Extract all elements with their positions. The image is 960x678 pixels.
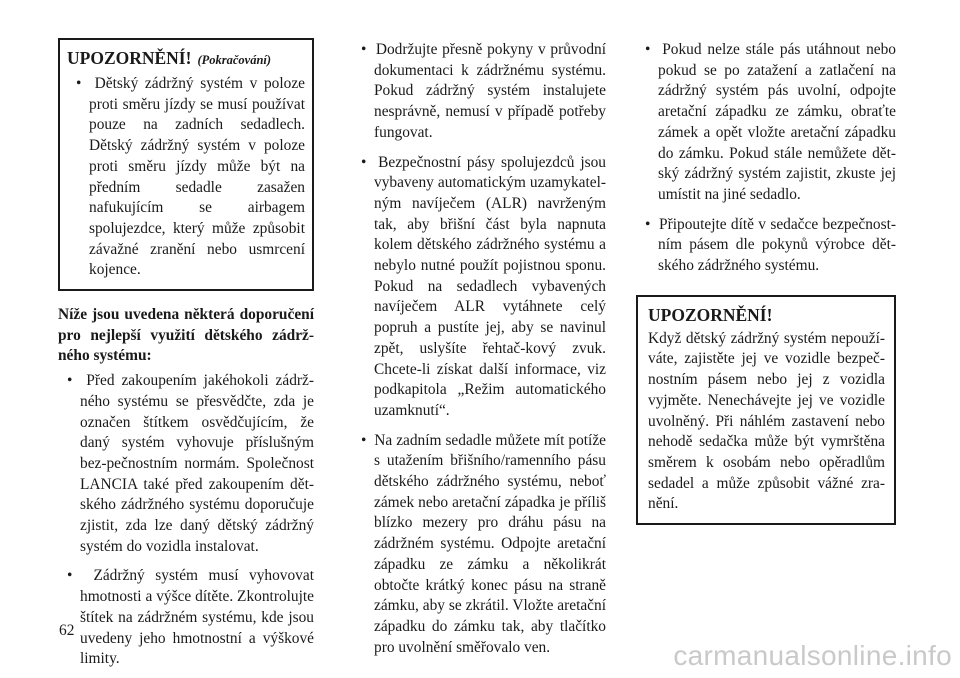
list-item: • Zádržný systém musí vyhovovat hmotnosti a výšce dítěte. Zkontrolujte štítek na zádržném systému, kde jsou uvedeny jeho hmotnostní a výškové limity. (58, 566, 314, 670)
page-number: 62 (59, 622, 75, 639)
continued-label: (Pokračování) (197, 53, 272, 67)
warning-title: UPOZORNĚNÍ! (Pokračování) (67, 48, 272, 68)
watermark: carmanualsonline.info (673, 640, 952, 671)
middle-column (352, 40, 606, 658)
list-item: • Dodržujte přesně pokyny v průvodní dokumentaci k zádržnému systému. Pokud zádržný systém instalujete nesprávně, nemusí v případě potřeby fungovat. (352, 40, 606, 144)
list-item: • Bezpečnostní pásy spolujezdců jsou vybaveny automatickým uzamykatel-ným navíječem (ALR) navrženým tak, aby břišní část byla napnuta kolem dětského zádržného systému a nebylo nutné použít pojistnou sponu. Pokud na sedadlech vybavených navíječem ALR vytáhnete celý popruh a pustíte jej, aby se navinul zpět, uslyšíte řehtač-kový zvuk. Chcete-li získat další informace, viz podkapitola „Režim automatického uzamknutí“. (352, 153, 606, 422)
list-item: • Před zakoupením jakéhokoli zádrž-ného systému se přesvědčte, zda je označen štítkem osvědčujícím, že daný systém vyhovuje příslušným bez-pečnostním normám. Společnost LANCIA také před zakoupením dět-ského zádržného systému doporučuje zjistit, zda lze daný dětský zádržný systém do vozidla instalovat. (58, 371, 314, 557)
list-item: • Na zadním sedadle můžete mít potíže s utažením břišního/ramenního pásu dětského zádržného systému, neboť zámek nebo aretační západka je příliš blízko mezery pro dráhu pásu na zádržném systému. Odpojte aretační západku ze zámku a několikrát obtočte krátký konec pásu na straně zámku, aby se zkrátil. Vložte aretační západku do zámku tak, aby tlačítko pro uvolnění směřovalo ven. (352, 431, 606, 659)
list-item: • Pokud nelze stále pás utáhnout nebo pokud se po zatažení a zatlačení na zádržný systém pás uvolní, odpojte aretační západku ze zámku, obraťte zámek a opět vložte aretační západku do zámku. Pokud stále nemůžete dět-ský zádržný systém zajistit, zkuste jej umístit na jiné sedadlo. (636, 40, 896, 206)
warning-item: • Dětský zádržný systém v poloze proti směru jízdy se musí používat pouze na zadních sedadlech. Dětský zádržný systém v poloze proti směru jízdy může být na předním sedadle zasažen nafukujícím se airbagem spolujezdce, který může způsobit závažné zranění nebo usmrcení kojence. (67, 74, 305, 281)
warning-body: Když dětský zádržný systém nepouží-váte, zajistěte jej ve vozidle bezpeč-nostním pásem nebo jej z vozidla vyjměte. Nenechávejte jej ve vozidle uvolněný. Při náhlém zastavení nebo nehodě sedačka může být vymrštěna směrem k osobám nebo opěradlům sedadel a může způsobit vážné zra-nění. (648, 329, 885, 513)
list-item: • Připoutejte dítě v sedačce bezpečnost-ním pásem dle pokynů výrobce dět-ského zádržného systému. (636, 215, 896, 277)
warning-box (636, 295, 896, 525)
section-heading: Níže jsou uvedena některá doporučení pro nejlepší využití dětského zádrž-ného systému: (58, 306, 314, 365)
left-column (58, 38, 314, 670)
right-column (636, 40, 896, 525)
warning-box-continued (58, 38, 314, 291)
warning-title: UPOZORNĚNÍ! (648, 304, 773, 325)
